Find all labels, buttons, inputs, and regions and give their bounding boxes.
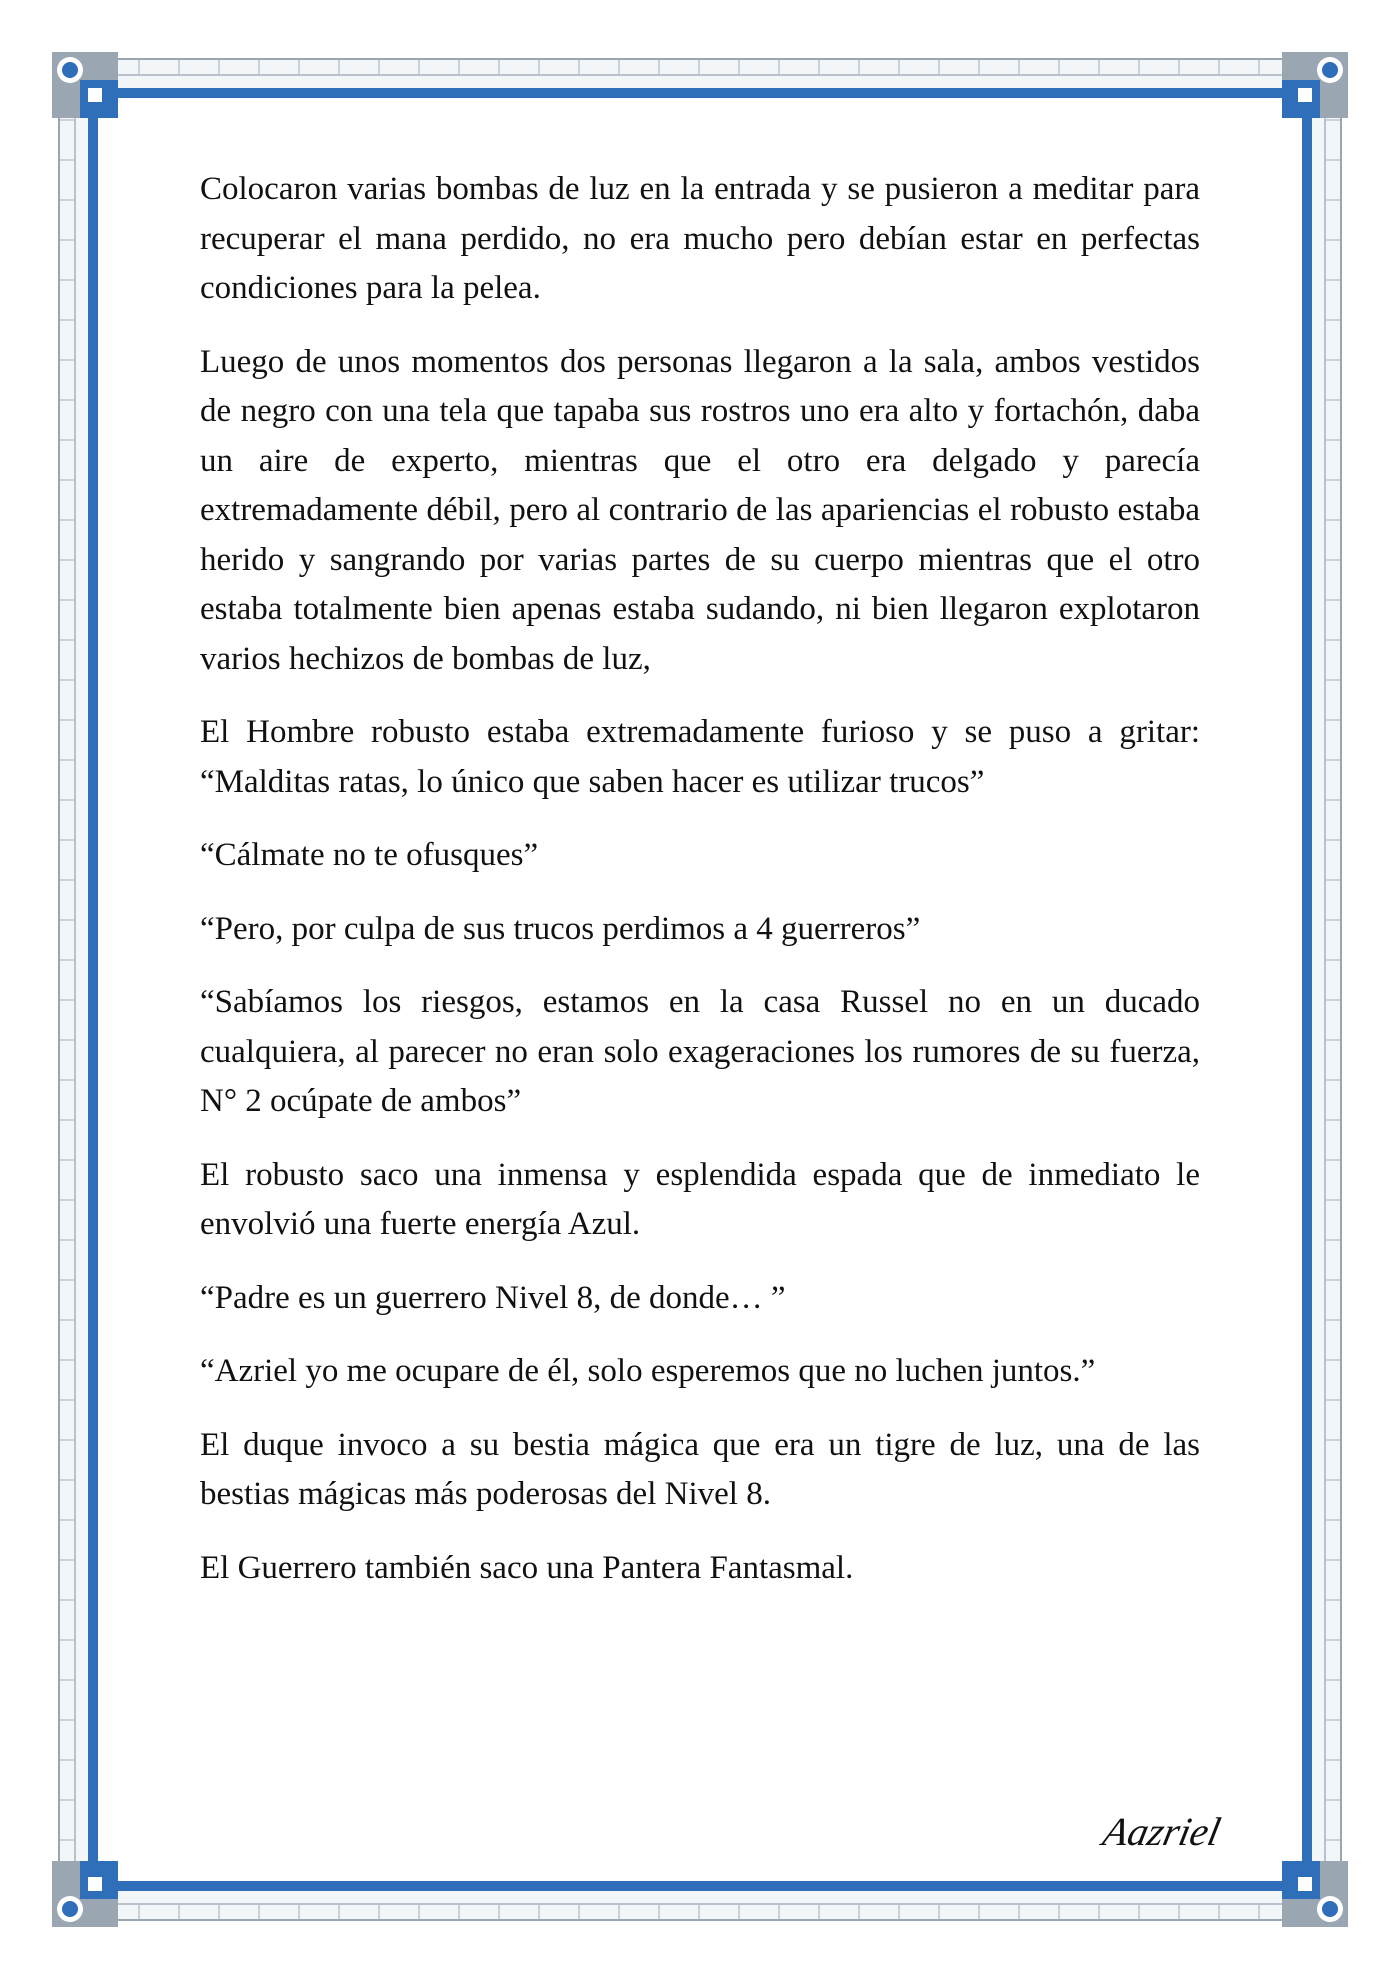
author-signature: Aazriel <box>1099 1809 1225 1854</box>
corner-ornament-bottom-right <box>1282 1861 1348 1927</box>
page-body-text <box>200 165 1200 1617</box>
paragraph-3: El Hombre robusto estaba extremadamente furioso y se puso a gritar: “Malditas ratas, lo único que saben hacer es utilizar trucos” <box>200 714 1200 800</box>
paragraph-2: Luego de unos momentos dos personas llegaron a la sala, ambos vestidos de negro con una tela que tapaba sus rostros uno era alto y fortachón, daba un aire de experto, mientras que el otro era delgado y parecía extremadamente débil, pero al contrario de las apariencias el robusto estaba herido y sangrando por varias partes de su cuerpo mientras que el otro estaba totalmente bien apenas estaba sudando, ni bien llegaron explotaron varios hechizos de bombas de luz, <box>200 343 1200 677</box>
paragraph-11: El Guerrero también saco una Pantera Fantasmal. <box>200 1549 854 1586</box>
paragraph-4: “Cálmate no te ofusques” <box>200 837 539 873</box>
paragraph-7: El robusto saco una inmensa y esplendida espada que de inmediato le envolvió una fuerte energía Azul. <box>200 1156 1200 1242</box>
paragraph-1: Colocaron varias bombas de luz en la entrada y se pusieron a meditar para recuperar el mana perdido, no era mucho pero debían estar en perfectas condiciones para la pelea. <box>200 171 1200 306</box>
corner-ornament-bottom-left <box>52 1861 118 1927</box>
paragraph-9: “Azriel yo me ocupare de él, solo esperemos que no luchen juntos.” <box>200 1353 1096 1389</box>
corner-ornament-top-right <box>1282 52 1348 118</box>
paragraph-10: El duque invoco a su bestia mágica que era un tigre de luz, una de las bestias mágicas más poderosas del Nivel 8. <box>200 1426 1200 1512</box>
paragraph-6: “Sabíamos los riesgos, estamos en la casa Russel no en un ducado cualquiera, al parecer no eran solo exageraciones los rumores de su fuerza, N° 2 ocúpate de ambos” <box>200 984 1200 1119</box>
paragraph-5: “Pero, por culpa de sus trucos perdimos a 4 guerreros” <box>200 910 921 947</box>
paragraph-8: “Padre es un guerrero Nivel 8, de donde… ” <box>200 1279 786 1316</box>
corner-ornament-top-left <box>52 52 118 118</box>
